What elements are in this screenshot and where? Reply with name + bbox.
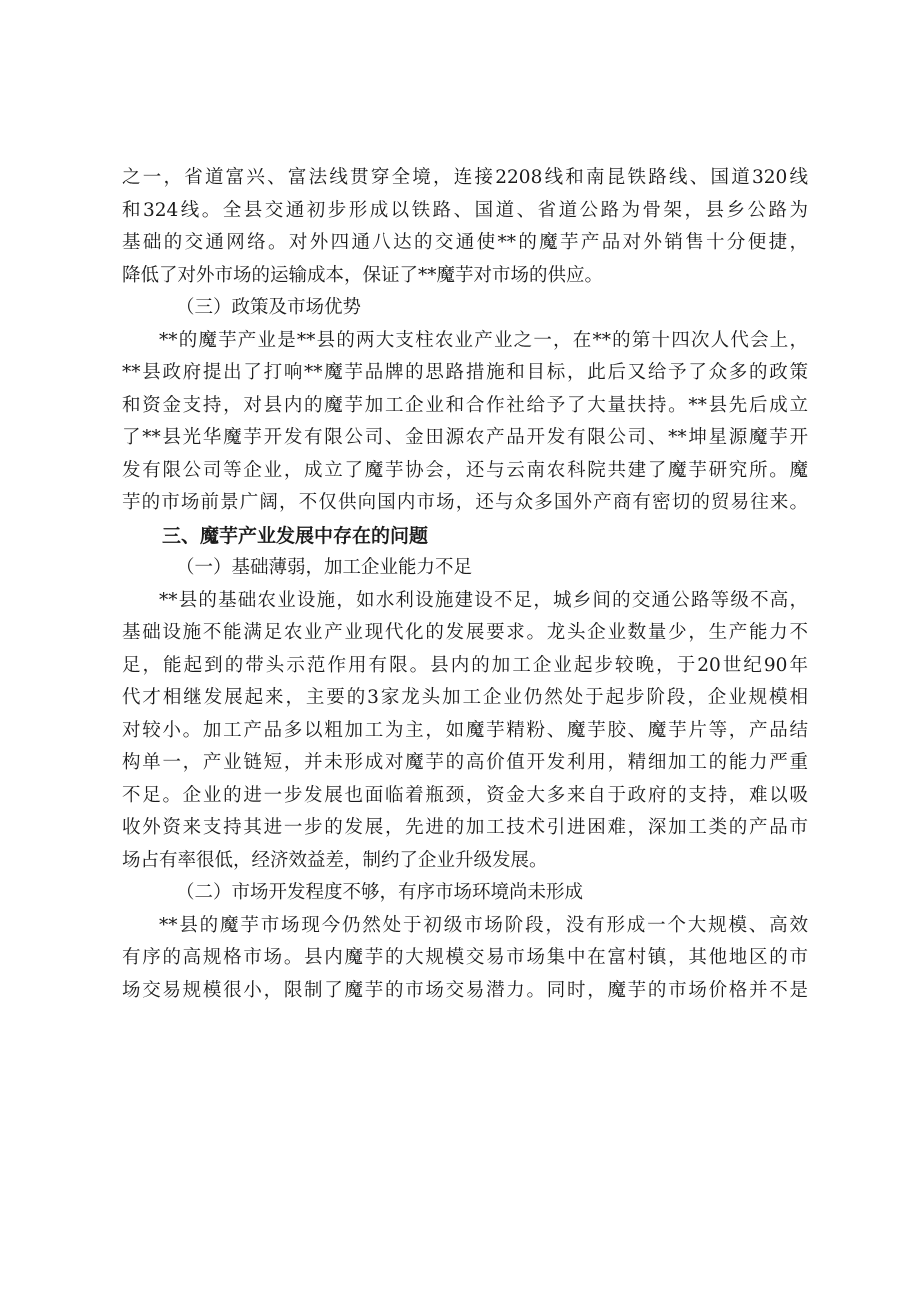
- paragraph-line: **的魔芋产业是**县的两大支柱农业产业之一，在**的第十四次人代会上，: [159, 329, 808, 351]
- paragraph-line: **县的魔芋市场现今仍然处于初级市场阶段，没有形成一个大规模、高效: [159, 914, 808, 936]
- paragraph-line: 芋的市场前景广阔，不仅供向国内市场，还与众多国外产商有密切的贸易往来。: [122, 492, 808, 513]
- paragraph-line: 对较小。加工产品多以粗加工为主，如魔芋精粉、魔芋胶、魔芋片等，产品结: [122, 719, 808, 741]
- paragraph-line: **县的基础农业设施，如水利设施建设不足，城乡间的交通公路等级不高，: [159, 589, 808, 611]
- paragraph-line: 不足。企业的进一步发展也面临着瓶颈，资金大多来自于政府的支持，难以吸: [122, 784, 808, 806]
- paragraph-line: 场交易规模很小，限制了魔芋的市场交易潜力。同时，魔芋的市场价格并不是: [122, 979, 808, 1001]
- paragraph-line: 代才相继发展起来，主要的3家龙头加工企业仍然处于起步阶段，企业规模相: [122, 687, 808, 708]
- paragraph-line: 场占有率很低，经济效益差，制约了企业升级发展。: [122, 849, 548, 871]
- subsection-title-market-development: （二）市场开发程度不够，有序市场环境尚未形成: [176, 882, 584, 903]
- paragraph-line: 有序的高规格市场。县内魔芋的大规模交易市场集中在富村镇，其他地区的市: [122, 947, 808, 968]
- subsection-title-policy-market: （三）政策及市场优势: [176, 297, 362, 318]
- paragraph-line: 降低了对外市场的运输成本，保证了**魔芋对市场的供应。: [122, 264, 604, 286]
- paragraph-line: 和资金支持，对县内的魔芋加工企业和合作社给予了大量扶持。**县先后成立: [122, 394, 808, 416]
- paragraph-line: 构单一，产业链短，并未形成对魔芋的高价值开发利用，精细加工的能力严重: [122, 752, 808, 773]
- paragraph-line: 和324线。全县交通初步形成以铁路、国道、省道公路为骨架，县乡公路为: [122, 199, 808, 221]
- document-body: [122, 162, 808, 1007]
- paragraph-line: 收外资来支持其进一步的发展，先进的加工技术引进困难，深加工类的产品市: [122, 817, 808, 838]
- paragraph-line: 基础设施不能满足农业产业现代化的发展要求。龙头企业数量少，生产能力不: [122, 622, 808, 643]
- paragraph-line: **县政府提出了打响**魔芋品牌的思路措施和目标，此后又给予了众多的政策: [122, 362, 808, 383]
- paragraph-line: 足，能起到的带头示范作用有限。县内的加工企业起步较晚，于20世纪90年: [122, 654, 808, 676]
- paragraph-line: 发有限公司等企业，成立了魔芋协会，还与云南农科院共建了魔芋研究所。魔: [122, 459, 808, 481]
- paragraph-line: 了**县光华魔芋开发有限公司、金田源农产品开发有限公司、**坤星源魔芋开: [122, 427, 808, 448]
- subsection-title-weak-foundation: （一）基础薄弱，加工企业能力不足: [176, 557, 473, 578]
- paragraph-line: 之一，省道富兴、富法线贯穿全境，连接2208线和南昆铁路线、国道320线: [122, 167, 808, 188]
- paragraph-line: 基础的交通网络。对外四通八达的交通使**的魔芋产品对外销售十分便捷，: [122, 232, 808, 253]
- section-heading-problems: 三、魔芋产业发展中存在的问题: [162, 524, 429, 547]
